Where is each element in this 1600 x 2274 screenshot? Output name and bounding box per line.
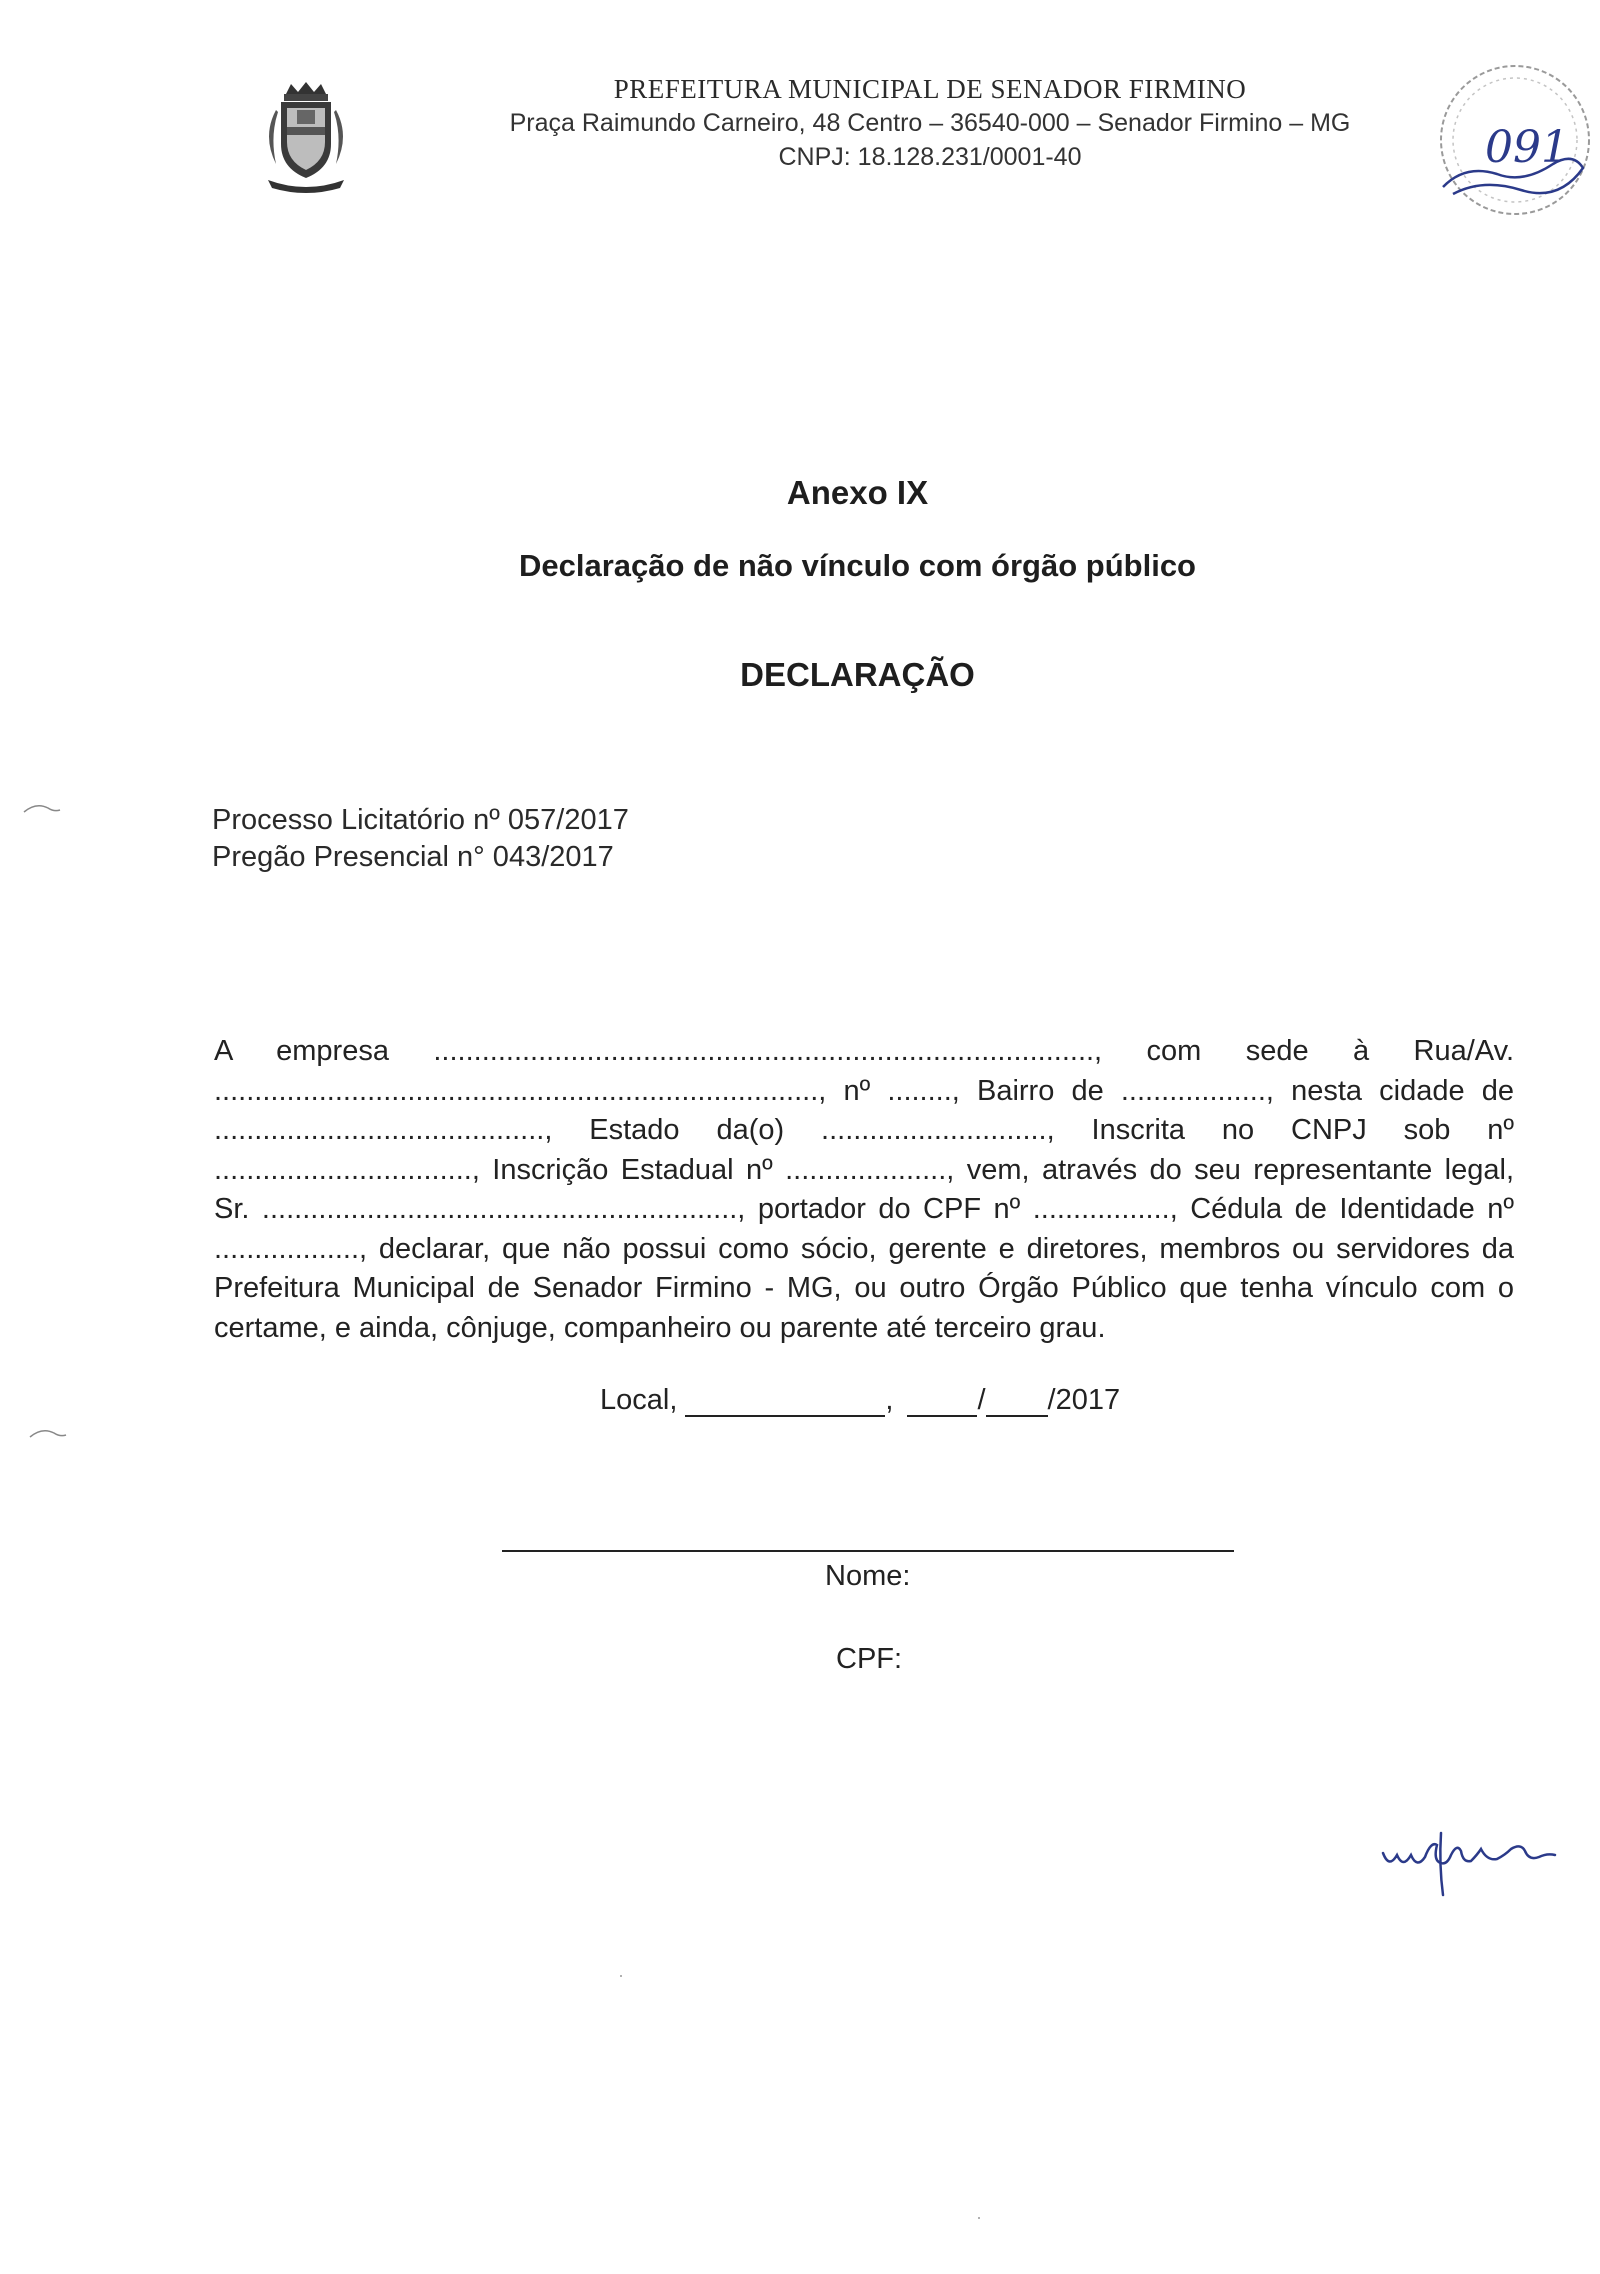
- month-blank: [986, 1389, 1048, 1417]
- local-label: Local,: [600, 1384, 678, 1416]
- cpf-label: CPF:: [836, 1643, 903, 1675]
- day-blank: [907, 1389, 977, 1417]
- date-year: /2017: [1047, 1384, 1121, 1416]
- organization-address: Praça Raimundo Carneiro, 48 Centro – 36540-000 – Senador Firmino – MG: [509, 109, 1351, 137]
- annex-title: Anexo IX: [786, 474, 929, 511]
- date-location-line: [600, 1384, 1120, 1417]
- declaration-heading: DECLARAÇÃO: [740, 656, 975, 693]
- scan-mark-icon: [22, 800, 62, 820]
- date-comma: ,: [885, 1384, 894, 1416]
- signature-line: [502, 1550, 1234, 1552]
- municipal-crest-icon: [256, 80, 356, 195]
- location-blank: [685, 1389, 885, 1417]
- auction-number: Pregão Presencial n° 043/2017: [212, 841, 614, 873]
- scan-mark-icon: [28, 1425, 68, 1445]
- declaration-body: A empresa .................................................................................., com sede à Rua/Av. ..........................................................................., nº ........, Bairro de .................., nesta cidade de ........................................., Estado da(o) ............................, Inscrita no CNPJ sob nº ................................, Inscrição Estadual nº ...................., vem, através do seu representante legal, Sr. ..........................................................., portador do CPF nº ................., Cédula de Identidade nº .................., declarar, que não possui como sócio, gerente e diretores, membros ou servidores da Prefeitura Municipal de Senador Firmino - MG, ou outro Órgão Público que tenha vínculo com o certame, e ainda, cônjuge, companheiro ou parente até terceiro grau.: [214, 1035, 1514, 1344]
- process-number: Processo Licitatório nº 057/2017: [212, 804, 629, 836]
- page-number-stamp: [1425, 52, 1600, 227]
- stamp-number: 091: [1485, 122, 1569, 173]
- declaration-subject: Declaração de não vínculo com órgão público: [519, 548, 1196, 583]
- name-label: Nome:: [825, 1560, 911, 1592]
- organization-cnpj: CNPJ: 18.128.231/0001-40: [778, 143, 1082, 171]
- handwritten-rubric-signature: [1375, 1815, 1575, 1905]
- process-info: [212, 802, 629, 876]
- scan-speck: [978, 2217, 980, 2219]
- scan-speck: [620, 1975, 622, 1977]
- date-slash: /: [977, 1384, 986, 1416]
- letterhead: [430, 72, 1430, 174]
- organization-name: PREFEITURA MUNICIPAL DE SENADOR FIRMINO: [613, 74, 1247, 104]
